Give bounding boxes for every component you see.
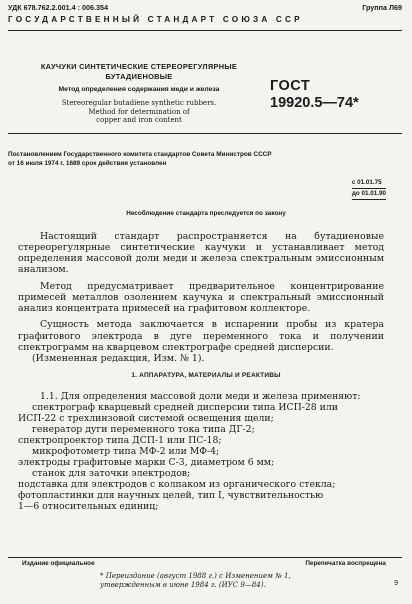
intro-text [18, 231, 384, 369]
section-1-line: ИСП-22 с трехлинзовой системой освещения щели; [18, 413, 274, 425]
decree-text [8, 150, 380, 168]
section-1-line: фотопластинки для научных целей, тип I, чувствительностью [18, 490, 324, 502]
footnote-line1: * Переиздание (август 1988 г.) с Изменением № 1, [100, 572, 291, 580]
page-number: 9 [394, 580, 398, 587]
title-english-line2: Method for determination of [88, 107, 190, 116]
section-1-body [18, 391, 386, 513]
intro-paragraph-3: Сущность метода заключается в испарении пробы из кратера графитового электрода в дуге переменного тока и получении спектрограмм на кварцевом спектрографе средней дисперсии. [18, 319, 384, 353]
title-main-line2: БУТАДИЕНОВЫЕ [105, 72, 173, 81]
title-english-line1: Stereoregular butadiene synthetic rubbers. [61, 99, 217, 107]
gost-number: 19920.5—74* [270, 95, 359, 111]
section-1-line: спектрограф кварцевый средней дисперсии типа ИСП-28 или [32, 402, 338, 414]
udk-code: УДК 678.762.2.001.4 : 006.354 [8, 3, 108, 12]
penalty-notice: Несоблюдение стандарта преследуется по закону [126, 210, 286, 217]
header-rule [8, 30, 402, 31]
footer-bar [22, 560, 386, 567]
intro-paragraph-1: Настоящий стандарт распространяется на бутадиеновые стереорегулярные синтетические каучуки и устанавливает метод определения массовой доли меди и железа спектральным эмиссионным анализом. [18, 231, 384, 276]
gost-label: ГОСТ [270, 78, 311, 94]
header-top-line [8, 3, 402, 12]
section-1-line: 1.1. Для определения массовой доли меди и железа применяют: [40, 391, 361, 402]
date-to: до 01.01.90 [352, 189, 386, 200]
gost-designation [270, 78, 359, 111]
title-main-line1: КАУЧУКИ СИНТЕТИЧЕСКИЕ СТЕРЕОРЕГУЛЯРНЫЕ [40, 62, 238, 71]
footnote-line2: утвержденным в июне 1984 г. (ИУС 9—84). [100, 581, 266, 590]
validity-dates [352, 178, 386, 200]
footer-rule [8, 557, 402, 558]
amendment-note: (Измененная редакция, Изм. № 1). [32, 352, 205, 364]
decree-line2: от 16 июля 1974 г. 1689 срок действия установлен [8, 160, 167, 167]
title-english-line3: copper and iron content [96, 116, 182, 125]
title-block [24, 58, 254, 125]
group-code: Группа Л69 [362, 3, 402, 12]
section-1-line: генератор дуги переменного тока типа ДГ-2; [32, 424, 255, 436]
section-1-line: 1—6 относительных единиц; [18, 501, 159, 513]
title-method: Метод определения содержания меди и железа [58, 86, 220, 93]
section-1-line: микрофотометр типа МФ-2 или МФ-4; [32, 446, 220, 458]
decree-line1: Постановлением Государственного комитета стандартов Совета Министров СССР [8, 151, 272, 158]
section-1-heading: 1. АППАРАТУРА, МАТЕРИАЛЫ И РЕАКТИВЫ [131, 372, 281, 379]
intro-paragraph-2: Метод предусматривает предварительное концентрирование примесей металлов озолением каучука и спектральный эмиссионный анализ концентрата примесей на графитовом коллекторе. [18, 280, 384, 314]
footnote [100, 572, 350, 591]
section-1-line: спектропроектор типа ДСП-1 или ПС-18; [18, 435, 222, 447]
state-standard-banner: ГОСУДАРСТВЕННЫЙ СТАНДАРТ СОЮЗА ССР [8, 15, 303, 24]
section-1-line: станок для заточки электродов; [32, 468, 191, 480]
title-english [24, 99, 254, 125]
section-1-line: подставка для электродов с колпаком из органического стекла; [18, 479, 336, 491]
official-edition-label: Издание официальное [22, 560, 95, 567]
section-1-line: электроды графитовые марки С-3, диаметром 6 мм; [18, 457, 275, 469]
date-from: с 01.01.75 [352, 178, 386, 189]
title-rule [8, 133, 402, 134]
reprint-prohibited-label: Перепечатка воспрещена [305, 560, 386, 567]
